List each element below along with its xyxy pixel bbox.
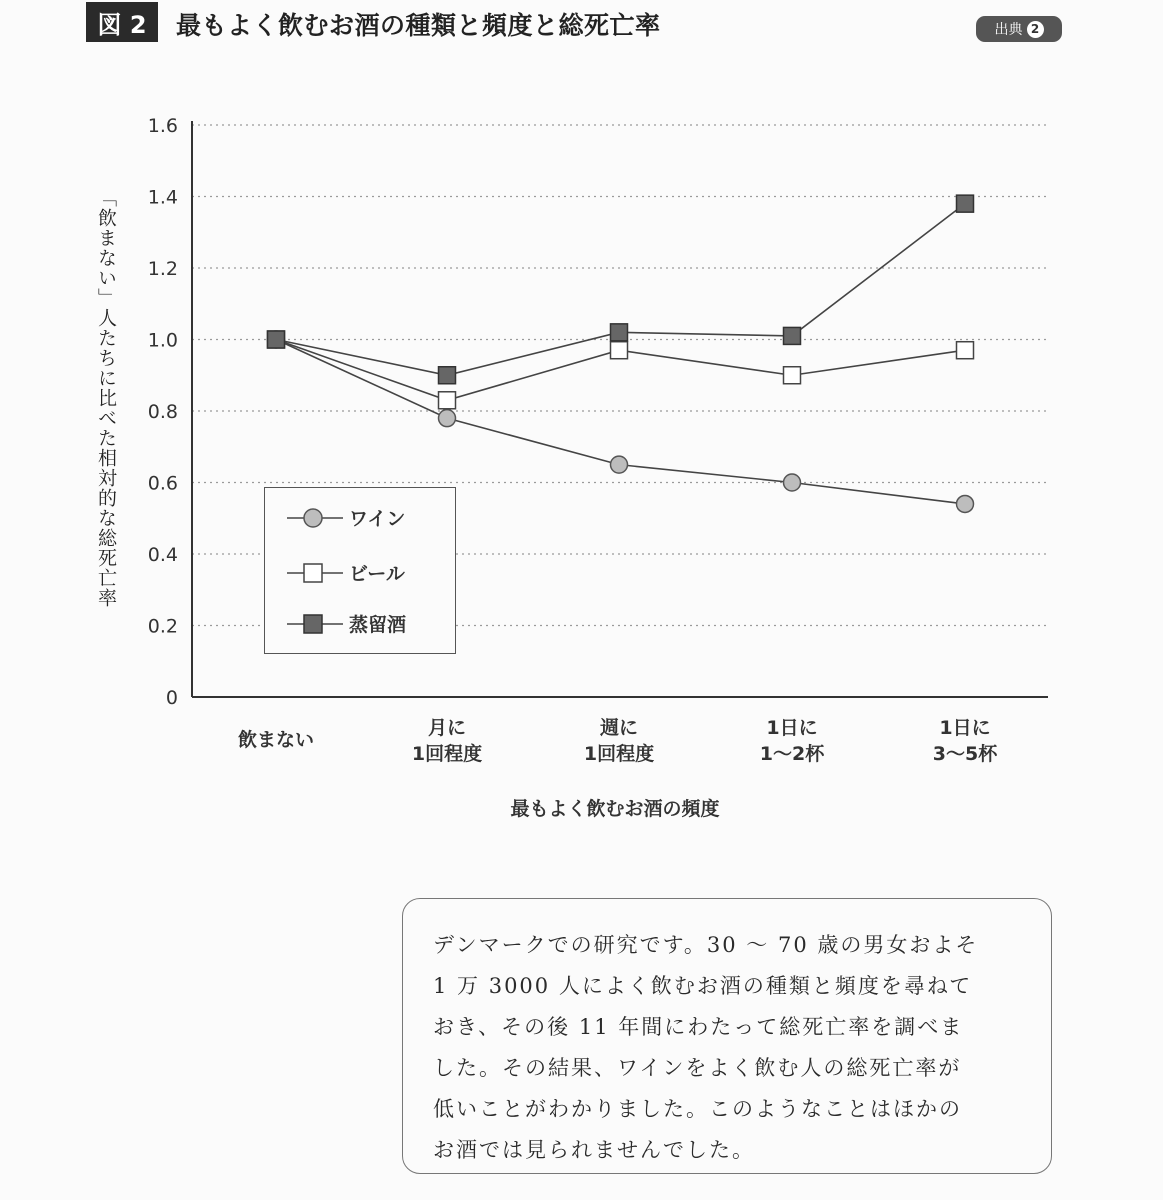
note-line: おき、その後 11 年間にわたって総死亡率を調べま: [433, 1015, 964, 1039]
legend-item-wine: [287, 504, 405, 531]
x-axis-title: 最もよく飲むお酒の頻度: [510, 798, 720, 820]
data-point: [268, 331, 285, 348]
chart-legend: [264, 487, 456, 654]
y-tick-label: 0: [165, 687, 178, 709]
x-tick-label: 月に 1回程度: [411, 717, 483, 765]
series-line: [276, 340, 965, 504]
source-number: 2: [1027, 21, 1044, 38]
legend-wine-marker-icon: [287, 506, 343, 530]
data-point: [611, 456, 628, 473]
note-line: お酒では見られませんでした。: [433, 1138, 755, 1162]
y-axis-title: 「飲まない」人たちに比べた相対的な総死亡率: [95, 188, 117, 608]
y-tick-label: 1.2: [147, 258, 178, 280]
y-tick-label: 1.4: [147, 186, 178, 209]
y-tick-label: 1.6: [147, 115, 178, 137]
series-1: [268, 331, 974, 409]
data-point: [957, 495, 974, 512]
data-point: [439, 392, 456, 409]
source-label: 出典: [994, 22, 1023, 38]
figure-label: 図 2: [97, 10, 147, 39]
data-point: [611, 324, 628, 341]
data-point: [957, 195, 974, 212]
legend-spirits-marker-icon: [287, 612, 343, 636]
data-point: [784, 327, 801, 344]
data-point: [439, 410, 456, 427]
legend-label-beer: ビール: [349, 563, 405, 585]
y-tick-label: 0.4: [147, 544, 178, 566]
legend-label-wine: ワイン: [349, 508, 406, 530]
x-tick-label: 1日に 1～2杯: [759, 717, 825, 765]
note-line: 低いことがわかりました。このようなことはほかの: [433, 1097, 962, 1121]
figure-title: 最もよく飲むお酒の種類と頻度と総死亡率: [176, 11, 661, 40]
legend-beer-marker-icon: [287, 561, 343, 585]
y-tick-label: 0.8: [147, 401, 178, 423]
data-point: [784, 367, 801, 384]
legend-item-beer: [287, 559, 405, 586]
note-line: 1 万 3000 人によく飲むお酒の種類と頻度を尋ねて: [433, 974, 973, 998]
data-point: [611, 342, 628, 359]
legend-item-spirits: [287, 610, 406, 637]
data-point: [784, 474, 801, 491]
data-point: [439, 367, 456, 384]
note-line: デンマークでの研究です。30 ～ 70 歳の男女およそ: [433, 933, 979, 957]
y-tick-labels: [148, 115, 178, 709]
explanation-note: [402, 898, 1052, 1174]
y-tick-label: 0.2: [147, 615, 178, 638]
series-group: [268, 195, 974, 512]
data-point: [957, 342, 974, 359]
x-tick-labels: [238, 717, 998, 765]
x-tick-label: 1日に 3～5杯: [932, 717, 998, 765]
y-tick-label: 0.6: [147, 472, 178, 495]
note-line: した。その結果、ワインをよく飲む人の総死亡率が: [433, 1056, 962, 1080]
x-tick-label: 飲まない: [237, 729, 315, 751]
legend-label-spirits: 蒸留酒: [349, 614, 407, 636]
y-tick-label: 1.0: [147, 329, 178, 352]
x-tick-label: 週に 1回程度: [583, 717, 655, 765]
